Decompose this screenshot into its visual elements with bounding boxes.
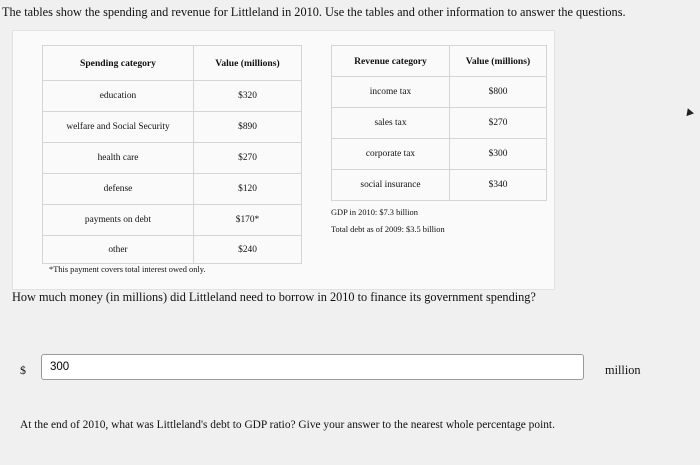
revenue-category-cell: corporate tax bbox=[332, 139, 450, 170]
revenue-header-row bbox=[332, 46, 547, 77]
spending-value-cell: $890 bbox=[194, 112, 302, 143]
table-row bbox=[332, 108, 547, 139]
revenue-category-header: Revenue category bbox=[332, 46, 450, 77]
borrow-amount-input[interactable] bbox=[41, 354, 584, 380]
intro-text: The tables show the spending and revenue for Littleland in 2010. Use the tables and other information to answer the questions. bbox=[2, 5, 626, 19]
spending-header-row bbox=[43, 46, 302, 81]
question-1: How much money (in millions) did Littleland need to borrow in 2010 to finance its government spending? bbox=[12, 290, 536, 304]
spending-value-cell: $120 bbox=[194, 174, 302, 205]
revenue-value-cell: $270 bbox=[450, 108, 547, 139]
debt-text: Total debt as of 2009: $3.5 billion bbox=[331, 225, 445, 234]
dollar-prefix: $ bbox=[20, 363, 26, 377]
mouse-cursor-icon bbox=[684, 107, 694, 116]
spending-value-header: Value (millions) bbox=[194, 46, 302, 81]
gdp-info bbox=[331, 204, 445, 238]
spending-table bbox=[42, 45, 302, 264]
table-row bbox=[43, 205, 302, 236]
revenue-value-header: Value (millions) bbox=[450, 46, 547, 77]
spending-category-cell: defense bbox=[43, 174, 194, 205]
revenue-table bbox=[331, 45, 547, 201]
spending-category-cell: education bbox=[43, 81, 194, 112]
gdp-text: GDP in 2010: $7.3 billion bbox=[331, 208, 418, 217]
table-row bbox=[332, 170, 547, 201]
table-row bbox=[43, 81, 302, 112]
spending-footnote: *This payment covers total interest owed only. bbox=[49, 265, 206, 274]
table-row bbox=[43, 143, 302, 174]
table-row bbox=[43, 236, 302, 264]
revenue-category-cell: income tax bbox=[332, 77, 450, 108]
revenue-category-cell: social insurance bbox=[332, 170, 450, 201]
question-2: At the end of 2010, what was Littleland's debt to GDP ratio? Give your answer to the nearest whole percentage point. bbox=[20, 419, 555, 431]
spending-value-cell: $240 bbox=[194, 236, 302, 264]
spending-category-cell: payments on debt bbox=[43, 205, 194, 236]
revenue-category-cell: sales tax bbox=[332, 108, 450, 139]
spending-value-cell: $170* bbox=[194, 205, 302, 236]
table-row bbox=[332, 77, 547, 108]
spending-category-cell: health care bbox=[43, 143, 194, 174]
spending-category-cell: welfare and Social Security bbox=[43, 112, 194, 143]
spending-value-cell: $320 bbox=[194, 81, 302, 112]
revenue-value-cell: $340 bbox=[450, 170, 547, 201]
unit-label: million bbox=[605, 363, 641, 377]
revenue-value-cell: $800 bbox=[450, 77, 547, 108]
revenue-value-cell: $300 bbox=[450, 139, 547, 170]
table-row bbox=[332, 139, 547, 170]
data-panel bbox=[12, 30, 555, 290]
spending-category-header: Spending category bbox=[43, 46, 194, 81]
spending-category-cell: other bbox=[43, 236, 194, 264]
spending-value-cell: $270 bbox=[194, 143, 302, 174]
table-row bbox=[43, 112, 302, 143]
table-row bbox=[43, 174, 302, 205]
